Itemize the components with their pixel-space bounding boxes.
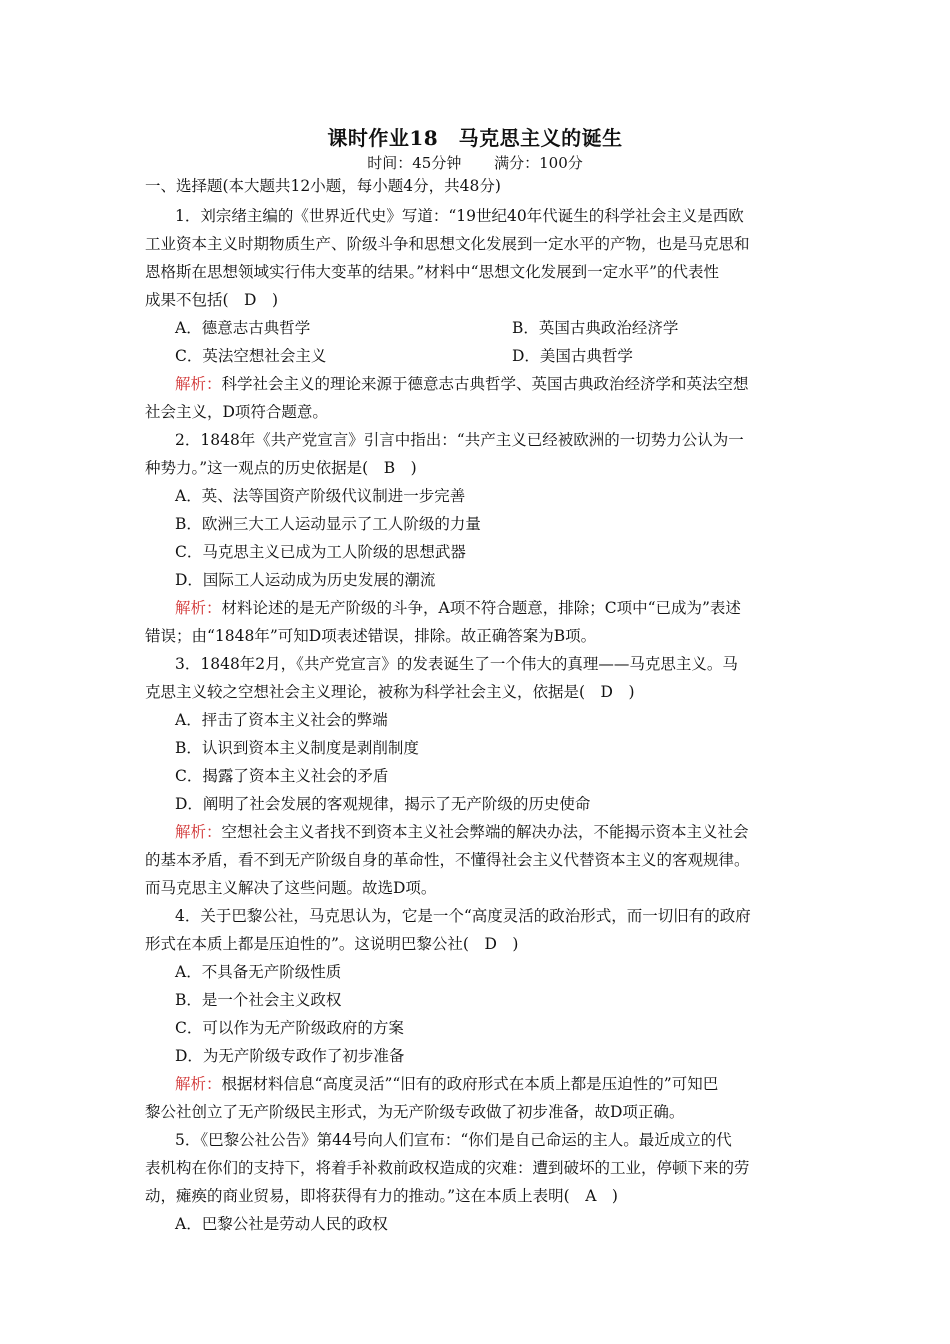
- q1-analysis: [175, 374, 835, 394]
- q1-option-b: B．英国古典政治经济学: [512, 319, 679, 337]
- q1-option-c: C．英法空想社会主义: [175, 347, 327, 365]
- q4-analysis-line: 黎公社创立了无产阶级民主形式，为无产阶级专政做了初步准备，故D项正确。: [145, 1103, 685, 1121]
- q5-stem-line: 表机构在你们的支持下，将着手补救前政权造成的灾难：遭到破坏的工业，停顿下来的劳: [145, 1159, 750, 1177]
- q2-option-d: D．国际工人运动成为历史发展的潮流: [175, 571, 436, 589]
- q2-analysis-line: 错误；由“1848年”可知D项表述错误，排除。故正确答案为B项。: [145, 627, 597, 645]
- q1-stem-line: 恩格斯在思想领域实行伟大变革的结果。”材料中“思想文化发展到一定水平”的代表性: [145, 263, 720, 281]
- q5-stem-line: 动，瘫痪的商业贸易，即将获得有力的推动。”这在本质上表明( A ): [145, 1187, 618, 1205]
- q3-option-b: B．认识到资本主义制度是剥削制度: [175, 739, 419, 757]
- full-score: 满分：100分: [494, 154, 583, 172]
- q1-option-d: D．美国古典哲学: [512, 347, 633, 365]
- q1-analysis-line: 社会主义，D项符合题意。: [145, 403, 328, 421]
- q2-analysis: [175, 598, 835, 618]
- analysis-label: 解析：: [175, 375, 222, 393]
- q3-option-d: D．阐明了社会发展的客观规律，揭示了无产阶级的历史使命: [175, 795, 591, 813]
- q2-option-c: C．马克思主义已成为工人阶级的思想武器: [175, 543, 466, 561]
- q4-option-b: B．是一个社会主义政权: [175, 991, 342, 1009]
- analysis-text: 根据材料信息“高度灵活”“旧有的政府形式在本质上都是压迫性的”可知巴: [221, 1075, 719, 1093]
- q2-stem-line: 种势力。”这一观点的历史依据是( B ): [145, 459, 417, 477]
- section-heading: 一、选择题(本大题共12小题，每小题4分，共48分): [145, 177, 501, 195]
- analysis-text: 科学社会主义的理论来源于德意志古典哲学、英国古典政治经济学和英法空想: [221, 375, 749, 393]
- q3-option-c: C．揭露了资本主义社会的矛盾: [175, 767, 389, 785]
- q1-stem-line: 工业资本主义时期物质生产、阶级斗争和思想文化发展到一定水平的产物，也是马克思和: [145, 235, 750, 253]
- q3-option-a: A．抨击了资本主义社会的弊端: [175, 711, 388, 729]
- q2-stem-line: 2．1848年《共产党宣言》引言中指出：“共产主义已经被欧洲的一切势力公认为一: [175, 431, 744, 449]
- analysis-label: 解析：: [175, 1075, 222, 1093]
- q3-stem-line: 3．1848年2月，《共产党宣言》的发表诞生了一个伟大的真理——马克思主义。马: [175, 655, 738, 673]
- analysis-text: 材料论述的是无产阶级的斗争，A项不符合题意，排除；C项中“已成为”表述: [221, 599, 741, 617]
- exam-meta: [0, 152, 950, 173]
- q3-stem-line: 克思主义较之空想社会主义理论，被称为科学社会主义，依据是( D ): [145, 683, 635, 701]
- q3-analysis-line: 而马克思主义解决了这些问题。故选D项。: [145, 879, 437, 897]
- analysis-label: 解析：: [175, 823, 222, 841]
- analysis-label: 解析：: [175, 599, 222, 617]
- page-title: 课时作业18 马克思主义的诞生: [327, 126, 623, 150]
- q4-stem-line: 形式在本质上都是压迫性的”。这说明巴黎公社( D ): [145, 935, 519, 953]
- q3-analysis-line: 的基本矛盾，看不到无产阶级自身的革命性，不懂得社会主义代替资本主义的客观规律。: [145, 851, 750, 869]
- q4-option-c: C．可以作为无产阶级政府的方案: [175, 1019, 404, 1037]
- q2-option-b: B．欧洲三大工人运动显示了工人阶级的力量: [175, 515, 481, 533]
- q4-stem-line: 4．关于巴黎公社，马克思认为，它是一个“高度灵活的政治形式，而一切旧有的政府: [175, 907, 751, 925]
- q1-stem-line: 成果不包括( D ): [145, 291, 279, 309]
- q4-option-a: A．不具备无产阶级性质: [175, 963, 342, 981]
- q1-option-a: A．德意志古典哲学: [175, 319, 311, 337]
- q3-analysis: [175, 822, 835, 842]
- q5-option-a: A．巴黎公社是劳动人民的政权: [175, 1215, 388, 1233]
- q2-option-a: A．英、法等国资产阶级代议制进一步完善: [175, 487, 466, 505]
- analysis-text: 空想社会主义者找不到资本主义社会弊端的解决办法，不能揭示资本主义社会: [221, 823, 749, 841]
- q5-stem-line: 5．《巴黎公社公告》第44号向人们宣布：“你们是自己命运的主人。最近成立的代: [175, 1131, 732, 1149]
- time-limit: 时间：45分钟: [367, 154, 462, 172]
- q1-stem-line: 1．刘宗绪主编的《世界近代史》写道：“19世纪40年代诞生的科学社会主义是西欧: [175, 207, 744, 225]
- q4-analysis: [175, 1074, 835, 1094]
- q4-option-d: D．为无产阶级专政作了初步准备: [175, 1047, 405, 1065]
